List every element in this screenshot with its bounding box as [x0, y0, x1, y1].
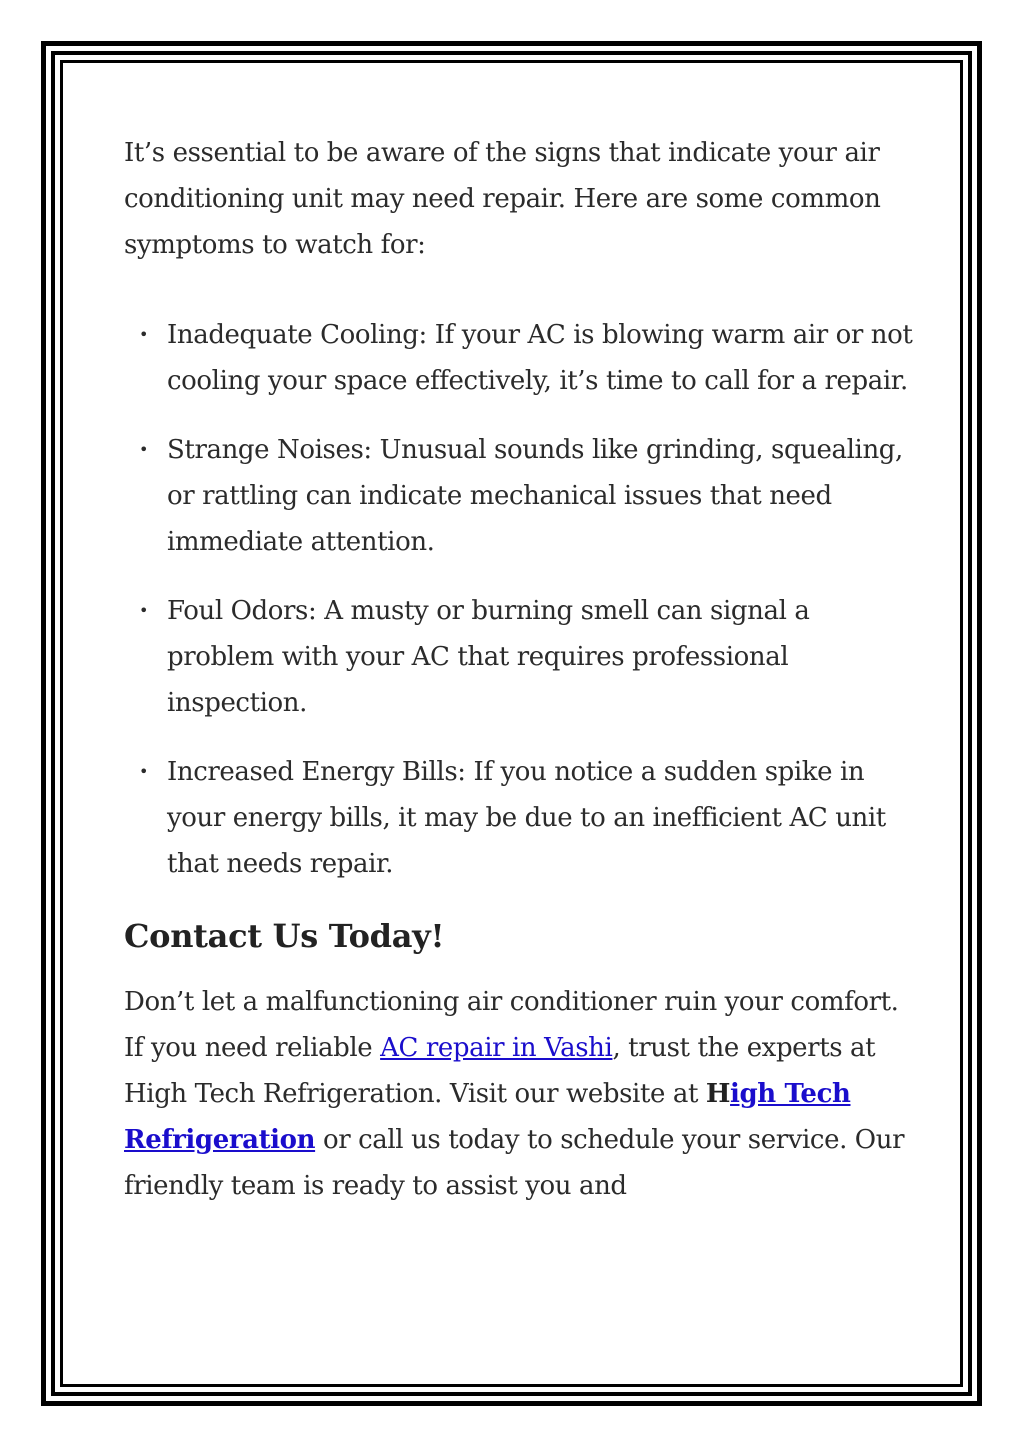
contact-paragraph: [124, 979, 914, 1209]
intro-paragraph: It’s essential to be aware of the signs that indicate your air conditioning unit may need repair. Here are some common symptoms to watch for:: [124, 138, 881, 260]
list-item: [124, 427, 914, 565]
bullet-icon: •: [139, 440, 149, 459]
list-item-text: Increased Energy Bills: If you notice a sudden spike in your energy bills, it may be due to an inefficient AC unit that needs repair.: [167, 757, 886, 879]
list-item: [124, 749, 914, 887]
list-item-text: Strange Noises: Unusual sounds like grinding, squealing, or rattling can indicate mechanical issues that need immediate attention.: [167, 435, 903, 557]
list-item-text: Inadequate Cooling: If your AC is blowing warm air or not cooling your space effectively, it’s time to call for a repair.: [167, 320, 913, 396]
ac-repair-vashi-link[interactable]: AC repair in Vashi: [380, 1033, 613, 1063]
contact-text-part-2: , trust the experts at High Tech Refrigeration. Visit our website at: [124, 1033, 876, 1109]
contact-text-part-3: or call us today to schedule your service. Our friendly team is ready to assist you and: [124, 1125, 905, 1201]
document-content: [124, 130, 914, 1209]
list-item: [124, 588, 914, 726]
bullet-icon: •: [139, 601, 149, 620]
contact-heading: Contact Us Today!: [124, 917, 445, 955]
contact-text-part-1: Don’t let a malfunctioning air conditioner ruin your comfort. If you need reliable: [124, 987, 899, 1063]
symptom-list: [124, 312, 914, 887]
high-tech-refrigeration-link[interactable]: igh Tech Refrigeration: [124, 1079, 851, 1155]
bullet-icon: •: [139, 325, 149, 344]
list-item: [124, 312, 914, 404]
bullet-icon: •: [139, 762, 149, 781]
list-item-text: Foul Odors: A musty or burning smell can signal a problem with your AC that requires professional inspection.: [167, 596, 810, 718]
website-link-prefix: H: [705, 1079, 731, 1109]
